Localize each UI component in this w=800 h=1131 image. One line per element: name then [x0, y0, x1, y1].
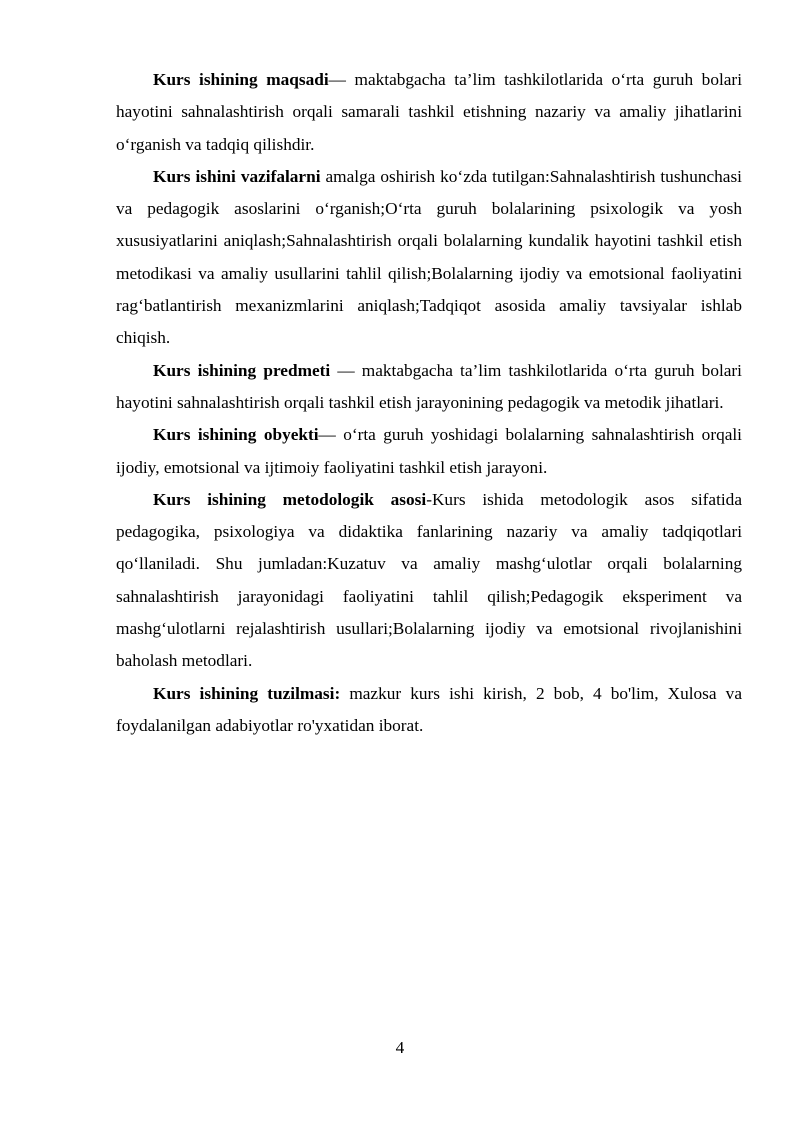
paragraph-structure	[116, 678, 742, 743]
document-page	[116, 64, 742, 742]
paragraph-text: -Kurs ishida metodologik asos sifatida pedagogika, psixologiya va didaktika fanlarining nazariy va amaliy tadqiqotlari qo‘llaniladi. Shu jumladan:Kuzatuv va amaliy mashg‘ulotlar orqali bolalarning sahnalashtirish jarayonidagi faoliyatini tahlil qilish;Pedagogik eksperiment va mashg‘ulotlarni rejalashtirish usullari;Bolalarning ijodiy va emotsional rivojlanishini baholash metodlari.	[116, 489, 742, 671]
paragraph-label: Kurs ishining obyekti	[153, 425, 319, 445]
paragraph-object	[116, 419, 742, 484]
paragraph-label: Kurs ishini vazifalarni	[153, 166, 321, 186]
paragraph-text: — o‘rta guruh yoshidagi bolalarning sahnalashtirish orqali ijodiy, emotsional va ijtimoiy faoliyatini tashkil etish jarayoni.	[116, 425, 742, 477]
paragraph-goal	[116, 64, 742, 161]
paragraph-text: — maktabgacha ta’lim tashkilotlarida o‘rta guruh bolari hayotini sahnalashtirish orqali samarali tashkil etishning nazariy va amaliy jihatlarini o‘rganish va tadqiq qilishdir.	[116, 70, 742, 154]
paragraph-label: Kurs ishining maqsadi	[153, 70, 329, 89]
paragraph-label: Kurs ishining predmeti	[153, 360, 331, 380]
paragraph-methodology	[116, 484, 742, 678]
paragraph-text: — maktabgacha ta’lim tashkilotlarida o‘rta guruh bolari hayotini sahnalashtirish orqali tashkil etish jarayonining pedagogik va metodik jihatlari.	[116, 360, 742, 412]
paragraph-text: amalga oshirish ko‘zda tutilgan:Sahnalashtirish tushunchasi va pedagogik asoslarini o‘rganish;O‘rta guruh bolalarining psixologik va yosh xususiyatlarini aniqlash;Sahnalashtirish orqali bolalarning kundalik hayotini tashkil etish metodikasi va amaliy usullarini tahlil qilish;Bolalarning ijodiy va emotsional faoliyatini rag‘batlantirish mexanizmlarini aniqlash;Tadqiqot asosida amaliy tavsiyalar ishlab chiqish.	[116, 166, 742, 348]
paragraph-label: Kurs ishining tuzilmasi:	[153, 683, 341, 703]
paragraph-tasks	[116, 161, 742, 355]
page-number: 4	[395, 1038, 405, 1057]
paragraph-label: Kurs ishining metodologik asosi	[153, 489, 427, 509]
paragraph-subject	[116, 355, 742, 420]
paragraph-text: mazkur kurs ishi kirish, 2 bob, 4 bo'lim, Xulosa va foydalanilgan adabiyotlar ro'yxatidan iborat.	[116, 683, 742, 735]
